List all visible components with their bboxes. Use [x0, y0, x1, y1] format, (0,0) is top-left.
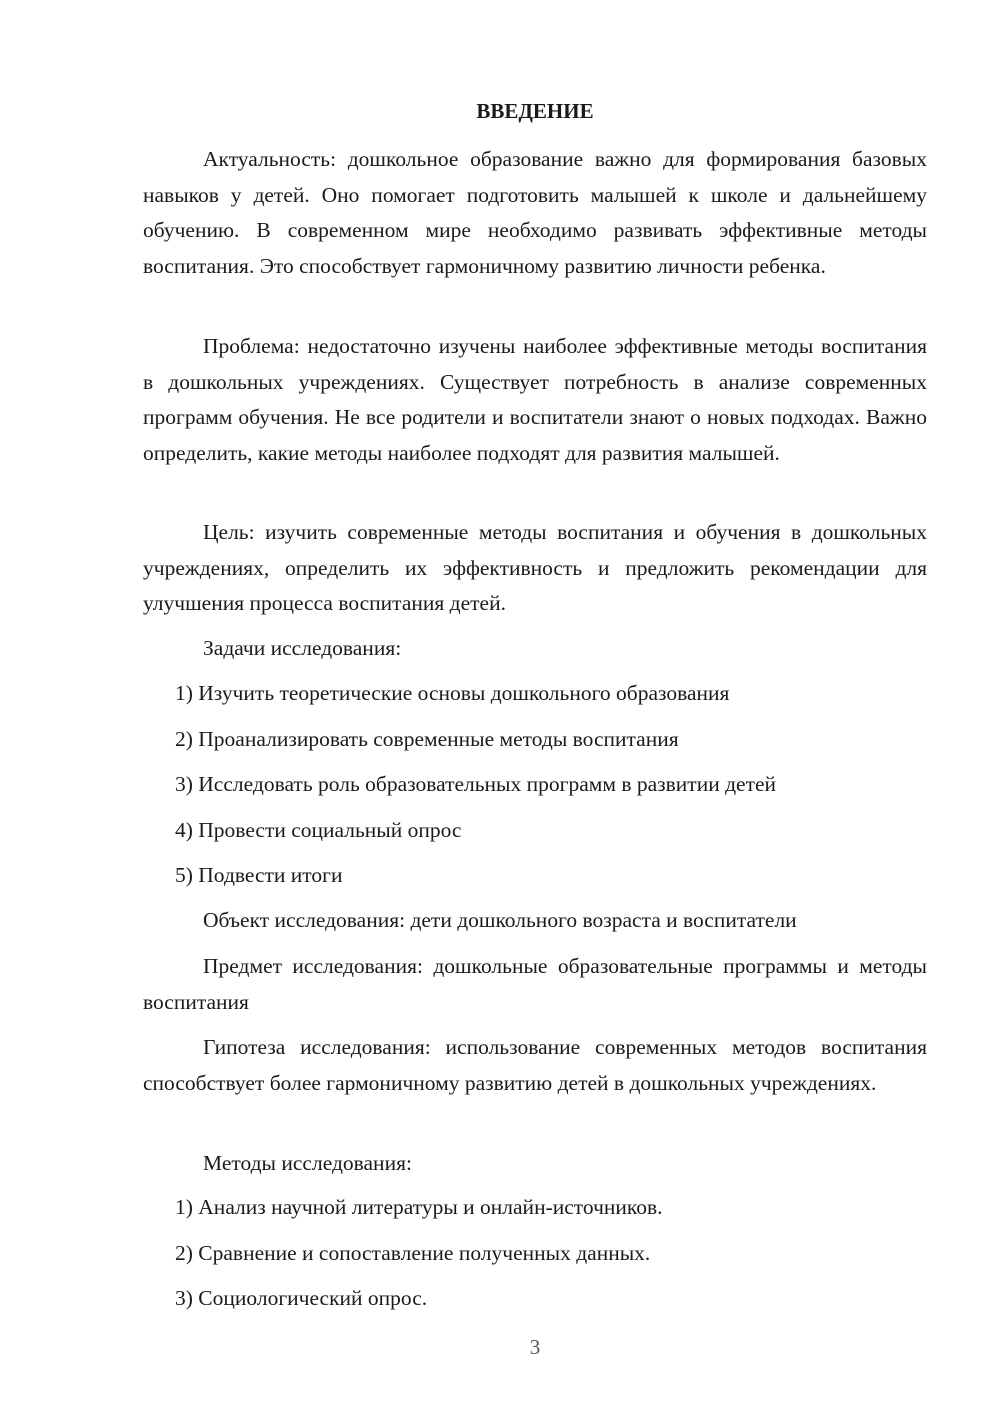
- task-item: 5) Подвести итоги: [175, 863, 343, 887]
- relevance-paragraph: Актуальность: дошкольное образование важно для формирования базовых навыков у детей. Оно помогает подготовить малышей к школе и дальнейшему обучению. В современном мире необходимо развивать эффективные методы воспитания. Это способствует гармоничному развитию личности ребенка.: [143, 147, 927, 278]
- page-number: 3: [529, 1335, 541, 1359]
- subject-paragraph: Предмет исследования: дошкольные образовательные программы и методы воспитания: [143, 954, 927, 1014]
- method-item: 3) Социологический опрос.: [175, 1286, 428, 1310]
- problem-paragraph: Проблема: недостаточно изучены наиболее эффективные методы воспитания в дошкольных учреждениях. Существует потребность в анализе современных программ обучения. Не все родители и воспитатели знают о новых подходах. Важно определить, какие методы наиболее подходят для развития малышей.: [143, 334, 927, 465]
- document-title: ВВЕДЕНИЕ: [476, 99, 594, 123]
- goal-paragraph: Цель: изучить современные методы воспитания и обучения в дошкольных учреждениях, определить их эффективность и предложить рекомендации для улучшения процесса воспитания детей.: [143, 520, 927, 615]
- task-item: 1) Изучить теоретические основы дошкольного образования: [175, 681, 730, 705]
- task-item: 2) Проанализировать современные методы воспитания: [175, 727, 679, 751]
- tasks-heading: Задачи исследования:: [203, 636, 402, 660]
- method-item: 2) Сравнение и сопоставление полученных данных.: [175, 1241, 651, 1265]
- task-item: 3) Исследовать роль образовательных программ в развитии детей: [175, 772, 777, 796]
- document-page: [143, 0, 927, 1414]
- task-item: 4) Провести социальный опрос: [175, 818, 462, 842]
- hypothesis-paragraph: Гипотеза исследования: использование современных методов воспитания способствует более гармоничному развитию детей в дошкольных учреждениях.: [143, 1035, 927, 1095]
- method-item: 1) Анализ научной литературы и онлайн-источников.: [175, 1195, 663, 1219]
- object-paragraph: Объект исследования: дети дошкольного возраста и воспитатели: [203, 908, 797, 932]
- methods-heading: Методы исследования:: [203, 1151, 412, 1175]
